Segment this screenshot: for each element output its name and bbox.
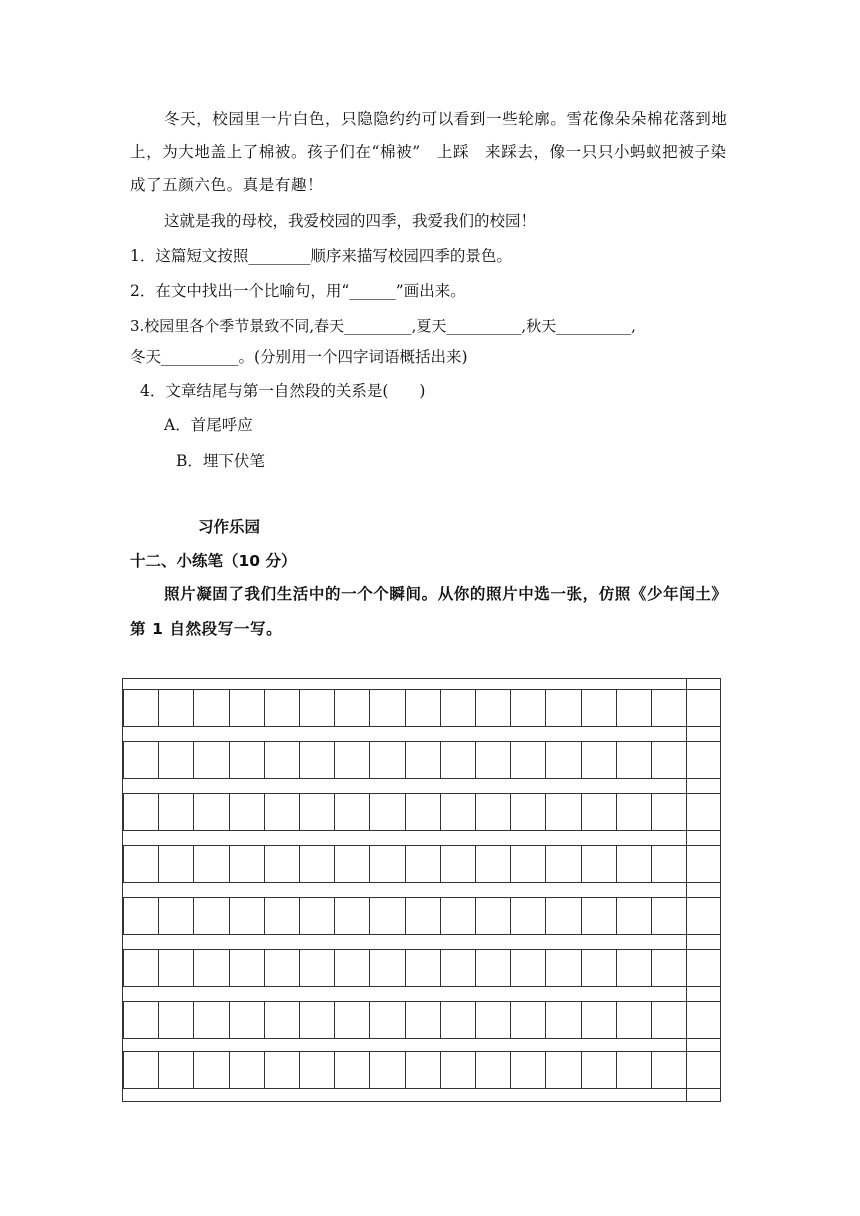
- grid-cell[interactable]: [510, 898, 545, 934]
- grid-row: [123, 1051, 720, 1089]
- grid-cell[interactable]: [334, 898, 369, 934]
- grid-cell: [686, 690, 687, 726]
- grid-cell[interactable]: [616, 898, 651, 934]
- grid-cell[interactable]: [369, 846, 404, 882]
- grid-cell[interactable]: [510, 742, 545, 778]
- grid-cell[interactable]: [405, 1052, 440, 1088]
- question-4-option-a: A．首尾呼应: [164, 416, 253, 434]
- grid-cell[interactable]: [581, 1052, 616, 1088]
- writing-prompt: 照片凝固了我们生活中的一个个瞬间。从你的照片中选一张，仿照《少年闰土》第 1 自然段写一写。: [130, 585, 728, 638]
- grid-cell[interactable]: [193, 690, 228, 726]
- grid-cell[interactable]: [229, 1052, 264, 1088]
- grid-cell[interactable]: [158, 898, 193, 934]
- grid-cell[interactable]: [405, 898, 440, 934]
- grid-cell[interactable]: [651, 898, 686, 934]
- grid-cell[interactable]: [369, 1052, 404, 1088]
- grid-cell[interactable]: [299, 1002, 334, 1038]
- grid-cell[interactable]: [264, 1002, 299, 1038]
- composition-grid[interactable]: [122, 678, 721, 1102]
- grid-cell: [686, 846, 687, 882]
- question-3-line-2: 冬天__________。(分别用一个四字词语概括出来): [130, 348, 468, 366]
- grid-cell[interactable]: [369, 1002, 404, 1038]
- section-title: 十二、小练笔（10 分）: [130, 552, 297, 570]
- grid-cell[interactable]: [158, 1002, 193, 1038]
- grid-cell[interactable]: [581, 898, 616, 934]
- grid-cell[interactable]: [158, 794, 193, 830]
- grid-cell[interactable]: [334, 1052, 369, 1088]
- grid-cell[interactable]: [334, 690, 369, 726]
- grid-cell[interactable]: [229, 950, 264, 986]
- grid-cell[interactable]: [229, 846, 264, 882]
- grid-cell[interactable]: [264, 898, 299, 934]
- grid-row: [123, 949, 720, 987]
- grid-cell[interactable]: [510, 1002, 545, 1038]
- grid-cell[interactable]: [581, 846, 616, 882]
- grid-cell[interactable]: [123, 1002, 158, 1038]
- grid-cell[interactable]: [299, 742, 334, 778]
- grid-cell: [686, 742, 687, 778]
- grid-cell[interactable]: [616, 690, 651, 726]
- question-3-line-1: 3.校园里各个季节景致不同,春天_________,夏天__________,秋天__________,: [130, 317, 636, 335]
- grid-cell[interactable]: [264, 846, 299, 882]
- grid-cell[interactable]: [299, 846, 334, 882]
- grid-cell[interactable]: [545, 742, 580, 778]
- grid-row: [123, 1001, 720, 1039]
- grid-cell[interactable]: [581, 1002, 616, 1038]
- grid-cell[interactable]: [369, 742, 404, 778]
- grid-cell[interactable]: [510, 690, 545, 726]
- grid-cell[interactable]: [193, 898, 228, 934]
- grid-cell[interactable]: [545, 794, 580, 830]
- grid-cell[interactable]: [229, 742, 264, 778]
- grid-cell[interactable]: [440, 846, 475, 882]
- grid-cell[interactable]: [193, 742, 228, 778]
- grid-cell[interactable]: [334, 794, 369, 830]
- grid-cell[interactable]: [405, 742, 440, 778]
- grid-cell[interactable]: [158, 846, 193, 882]
- grid-cell[interactable]: [264, 1052, 299, 1088]
- grid-cell[interactable]: [405, 846, 440, 882]
- grid-cell[interactable]: [123, 742, 158, 778]
- grid-cell[interactable]: [651, 1052, 686, 1088]
- grid-cell[interactable]: [440, 742, 475, 778]
- grid-cell[interactable]: [545, 846, 580, 882]
- grid-cell[interactable]: [545, 1002, 580, 1038]
- grid-cell[interactable]: [440, 1052, 475, 1088]
- grid-cell[interactable]: [229, 690, 264, 726]
- question-4-option-b: B．埋下伏笔: [176, 452, 265, 470]
- grid-cell[interactable]: [475, 1002, 510, 1038]
- grid-cell[interactable]: [475, 690, 510, 726]
- grid-cell[interactable]: [405, 794, 440, 830]
- grid-cell[interactable]: [616, 1052, 651, 1088]
- grid-cell[interactable]: [264, 742, 299, 778]
- grid-cell[interactable]: [193, 1052, 228, 1088]
- grid-cell[interactable]: [405, 1002, 440, 1038]
- grid-cell[interactable]: [369, 690, 404, 726]
- question-2: 2．在文中找出一个比喻句，用“______”画出来。: [130, 282, 466, 300]
- grid-cell[interactable]: [651, 950, 686, 986]
- grid-cell[interactable]: [440, 690, 475, 726]
- grid-cell[interactable]: [193, 846, 228, 882]
- grid-cell[interactable]: [581, 950, 616, 986]
- grid-cell[interactable]: [158, 950, 193, 986]
- grid-cell[interactable]: [334, 846, 369, 882]
- grid-row: [123, 793, 720, 831]
- grid-cell[interactable]: [475, 846, 510, 882]
- grid-cell[interactable]: [545, 898, 580, 934]
- grid-row: [123, 741, 720, 779]
- grid-cell[interactable]: [123, 846, 158, 882]
- grid-cell[interactable]: [299, 950, 334, 986]
- grid-cell[interactable]: [616, 846, 651, 882]
- grid-cell[interactable]: [123, 1052, 158, 1088]
- grid-cell[interactable]: [299, 898, 334, 934]
- grid-cell[interactable]: [616, 742, 651, 778]
- grid-cell[interactable]: [158, 690, 193, 726]
- grid-cell[interactable]: [193, 950, 228, 986]
- passage-paragraph-winter: 冬天，校园里一片白色，只隐隐约约可以看到一些轮廓。雪花像朵朵棉花落到地上，为大地盖上了棉被。孩子们在“棉被” 上踩 来踩去，像一只只小蚂蚁把被子染成了五颜六色。真是有趣！: [130, 110, 728, 194]
- grid-cell[interactable]: [475, 898, 510, 934]
- grid-cell[interactable]: [334, 1002, 369, 1038]
- grid-cell[interactable]: [440, 794, 475, 830]
- grid-cell[interactable]: [475, 794, 510, 830]
- grid-cell: [686, 950, 687, 986]
- grid-cell[interactable]: [123, 690, 158, 726]
- grid-cell[interactable]: [264, 794, 299, 830]
- grid-cell[interactable]: [264, 950, 299, 986]
- grid-cell: [686, 1002, 687, 1038]
- grid-cell: [686, 794, 687, 830]
- grid-cell[interactable]: [651, 1002, 686, 1038]
- grid-row: [123, 689, 720, 727]
- grid-cell[interactable]: [229, 898, 264, 934]
- grid-cell: [686, 1052, 687, 1088]
- grid-cell[interactable]: [616, 1002, 651, 1038]
- grid-cell[interactable]: [616, 950, 651, 986]
- grid-cell[interactable]: [299, 794, 334, 830]
- grid-cell[interactable]: [405, 950, 440, 986]
- passage-paragraph-closing: 这就是我的母校，我爱校园的四季，我爱我们的校园！: [164, 212, 537, 230]
- grid-cell[interactable]: [651, 846, 686, 882]
- grid-cell[interactable]: [475, 742, 510, 778]
- grid-cell[interactable]: [229, 1002, 264, 1038]
- grid-cell[interactable]: [581, 690, 616, 726]
- grid-cell[interactable]: [193, 1002, 228, 1038]
- grid-cell[interactable]: [616, 794, 651, 830]
- grid-cell[interactable]: [123, 794, 158, 830]
- grid-cell[interactable]: [123, 898, 158, 934]
- grid-cell[interactable]: [264, 690, 299, 726]
- grid-cell[interactable]: [369, 950, 404, 986]
- grid-cell[interactable]: [229, 794, 264, 830]
- grid-row: [123, 845, 720, 883]
- grid-cell[interactable]: [475, 950, 510, 986]
- grid-cell[interactable]: [581, 742, 616, 778]
- grid-cell[interactable]: [510, 1052, 545, 1088]
- grid-cell: [686, 898, 687, 934]
- grid-cell[interactable]: [369, 794, 404, 830]
- grid-cell[interactable]: [334, 950, 369, 986]
- grid-cell[interactable]: [510, 846, 545, 882]
- grid-cell[interactable]: [581, 794, 616, 830]
- grid-cell[interactable]: [510, 950, 545, 986]
- section-heading: 习作乐园: [198, 518, 261, 536]
- grid-cell[interactable]: [440, 1002, 475, 1038]
- grid-cell[interactable]: [299, 690, 334, 726]
- grid-cell[interactable]: [651, 794, 686, 830]
- question-1: 1．这篇短文按照________顺序来描写校园四季的景色。: [130, 247, 512, 265]
- grid-cell[interactable]: [193, 794, 228, 830]
- grid-cell[interactable]: [545, 690, 580, 726]
- grid-cell[interactable]: [651, 690, 686, 726]
- grid-cell[interactable]: [158, 1052, 193, 1088]
- grid-cell[interactable]: [651, 742, 686, 778]
- grid-cell[interactable]: [545, 950, 580, 986]
- question-4: 4．文章结尾与第一自然段的关系是( ): [140, 382, 426, 400]
- grid-cell[interactable]: [405, 690, 440, 726]
- grid-cell[interactable]: [545, 1052, 580, 1088]
- grid-cell[interactable]: [299, 1052, 334, 1088]
- grid-row: [123, 897, 720, 935]
- grid-cell[interactable]: [334, 742, 369, 778]
- grid-cell[interactable]: [123, 950, 158, 986]
- grid-cell[interactable]: [440, 898, 475, 934]
- grid-cell[interactable]: [475, 1052, 510, 1088]
- grid-cell[interactable]: [510, 794, 545, 830]
- grid-cell[interactable]: [158, 742, 193, 778]
- grid-cell[interactable]: [369, 898, 404, 934]
- grid-cell[interactable]: [440, 950, 475, 986]
